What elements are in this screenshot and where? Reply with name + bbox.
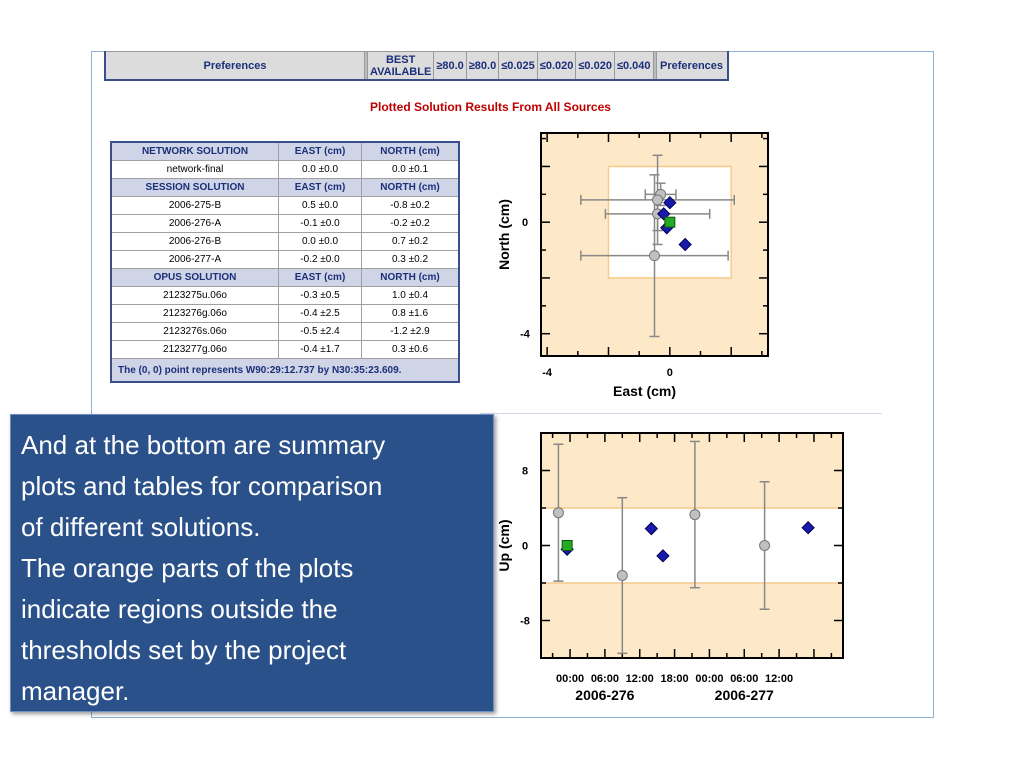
table-row: 2006-275-B 0.5 ±0.0 -0.8 ±0.2 — [111, 197, 459, 215]
x-tick-label: 18:00 — [660, 673, 689, 685]
network-point — [562, 541, 572, 551]
x-tick-label: 0 — [666, 367, 673, 379]
origin-note: The (0, 0) point represents W90:29:12.737 by N30:35:23.609. — [111, 359, 459, 383]
opus-point — [553, 508, 563, 518]
y-tick-label: 8 — [521, 465, 529, 478]
preferences-right-label[interactable]: Preferences — [656, 52, 728, 81]
threshold-cell: ≥80.0 — [466, 52, 498, 81]
x-tick-label: 12:00 — [625, 673, 654, 685]
opus-point — [760, 541, 770, 551]
x-tick-label: 12:00 — [765, 673, 794, 685]
threshold-cell: ≥80.0 — [434, 52, 466, 81]
table-row: 2006-276-B 0.0 ±0.0 0.7 ±0.2 — [111, 233, 459, 251]
y-tick-label: -4 — [520, 328, 530, 341]
x-axis-label: East (cm) — [612, 383, 677, 399]
table-header-row: OPUS SOLUTION EAST (cm) NORTH (cm) — [111, 269, 459, 287]
table-row: 2123275u.06o -0.3 ±0.5 1.0 ±0.4 — [111, 287, 459, 305]
preferences-label[interactable]: Preferences — [105, 52, 365, 81]
y-tick-label: -8 — [520, 615, 530, 628]
plot-title: Plotted Solution Results From All Sources — [370, 100, 611, 114]
table-row: 2006-276-A -0.1 ±0.0 -0.2 ±0.2 — [111, 215, 459, 233]
y-axis-label: North (cm) — [496, 199, 512, 270]
x-tick-label: 06:00 — [590, 673, 619, 685]
callout-line: The orange parts of the plots — [21, 553, 354, 583]
day-label: 2006-277 — [714, 687, 774, 703]
day-label: 2006-276 — [575, 687, 635, 703]
callout-line: plots and tables for comparison — [21, 471, 383, 501]
x-tick-label: 06:00 — [730, 673, 759, 685]
table-row: 2123277g.06o -0.4 ±1.7 0.3 ±0.6 — [111, 341, 459, 359]
x-tick-label: -4 — [542, 367, 553, 379]
table-row: 2006-277-A -0.2 ±0.0 0.3 ±0.2 — [111, 251, 459, 269]
network-point — [665, 217, 675, 227]
callout-line: And at the bottom are summary — [21, 430, 386, 460]
opus-point — [690, 510, 700, 520]
table-row: network-final 0.0 ±0.0 0.0 ±0.1 — [111, 161, 459, 179]
table-row: 2123276g.06o -0.4 ±2.5 0.8 ±1.6 — [111, 305, 459, 323]
opus-point — [617, 571, 627, 581]
y-tick-label: 0 — [521, 217, 529, 230]
table-row: 2123276s.06o -0.5 ±2.4 -1.2 ±2.9 — [111, 323, 459, 341]
threshold-cell: ≤0.040 — [614, 52, 653, 81]
callout-line: of different solutions. — [21, 512, 261, 542]
callout-box — [10, 414, 494, 712]
opus-point — [650, 251, 660, 261]
callout-line: thresholds set by the project — [21, 635, 347, 665]
x-tick-label: 00:00 — [695, 673, 724, 685]
y-tick-label: 0 — [521, 540, 529, 553]
opus-point — [653, 195, 663, 205]
threshold-band — [541, 508, 843, 583]
callout-line: indicate regions outside the — [21, 594, 338, 624]
table-header-row: SESSION SOLUTION EAST (cm) NORTH (cm) — [111, 179, 459, 197]
threshold-cell: ≤0.020 — [537, 52, 576, 81]
threshold-cell: ≤0.025 — [499, 52, 538, 81]
callout-line: manager. — [21, 676, 130, 706]
best-available-cell: BEST AVAILABLE — [368, 52, 434, 81]
y-axis-label: Up (cm) — [496, 519, 512, 572]
threshold-cell: ≤0.020 — [576, 52, 615, 81]
x-tick-label: 00:00 — [555, 673, 585, 685]
table-header-row: NETWORK SOLUTION EAST (cm) NORTH (cm) — [111, 142, 459, 161]
